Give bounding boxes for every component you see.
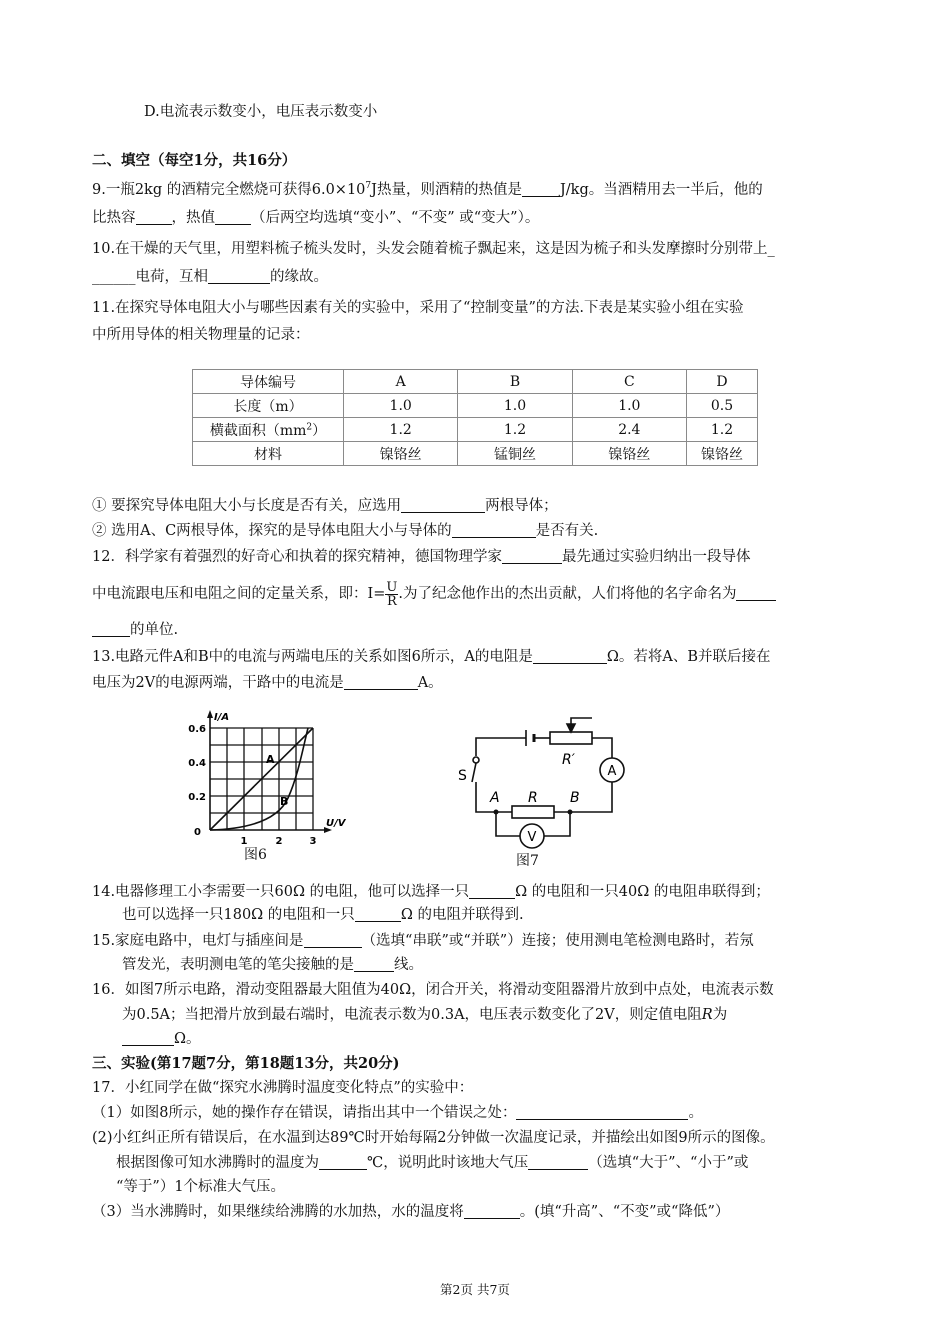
q12-blank-2[interactable] xyxy=(736,584,776,601)
q13-blank-1[interactable] xyxy=(533,647,607,664)
q12-blank-1[interactable] xyxy=(502,547,562,564)
figure-7-circuit xyxy=(458,708,638,856)
table-row-label: 材料 xyxy=(193,442,344,466)
ohm-formula: I= $\frac{U}{R}$ xyxy=(367,579,398,609)
y-tick-label: 0.2 xyxy=(188,792,206,803)
q17-blank-2[interactable] xyxy=(319,1153,367,1170)
table-header-label: 导体编号 xyxy=(193,370,344,394)
ammeter-label: A xyxy=(607,764,617,779)
q16-line2: 为0.5A；当把滑片放到最右端时，电流表示数为0.3A，电压表示数变化了2V，则定值电阻R为 xyxy=(122,1007,728,1023)
curve-b-label: B xyxy=(280,795,289,808)
table-cell: 锰铜丝 xyxy=(458,442,572,466)
x-tick-label: 3 xyxy=(309,836,317,847)
q17-part1: （1）如图8所示，她的操作存在错误，请指出其中一个错误之处： 。 xyxy=(92,1105,703,1121)
q11-blank-1[interactable] xyxy=(401,496,485,513)
table-cell: 1.0 xyxy=(344,394,458,418)
node-a-label: A xyxy=(490,790,500,806)
rheostat-r-prime xyxy=(550,732,592,744)
q11-sub-2: ② 选用A、C两根导体，探究的是导体电阻大小与导体的 是否有关. xyxy=(92,523,599,539)
q15-line1: 15.家庭电路中，电灯与插座间是 （选填“串联”或“并联”）连接；使用测电笔检测电路时，若氖 xyxy=(92,933,754,949)
table-cell: 1.2 xyxy=(458,418,572,442)
x-tick-label: 1 xyxy=(240,836,248,847)
origin-label: 0 xyxy=(194,827,201,838)
switch-label: S xyxy=(458,768,467,784)
q17-part2-line3: “等于”）1个标准大气压。 xyxy=(116,1179,286,1195)
q14-blank-2[interactable] xyxy=(355,905,401,922)
table-row xyxy=(193,394,758,418)
table-cell: 镍铬丝 xyxy=(344,442,458,466)
q11-line1: 11.在探究导体电阻大小与哪些因素有关的实验中，采用了“控制变量”的方法.下表是某实验小组在实验 xyxy=(92,300,744,316)
figure-6-iv-graph xyxy=(178,708,348,848)
q15-line2: 管发光，表明测电笔的笔尖接触的是 线。 xyxy=(122,957,423,973)
y-axis-label: I/A xyxy=(214,712,230,723)
q16-line3: Ω。 xyxy=(122,1028,201,1050)
table-header-cell: B xyxy=(458,370,572,394)
q10-blank-2[interactable] xyxy=(208,267,270,284)
y-axis-arrow-icon xyxy=(207,710,213,718)
resistor-r xyxy=(512,806,554,818)
q9-blank-1[interactable] xyxy=(522,180,560,197)
y-tick-label: 0.4 xyxy=(188,758,206,769)
q9-line2: 比热容 ，热值 （后两空均选填“变小”、“不变” 或“变大”）。 xyxy=(92,210,540,226)
voltmeter-label: V xyxy=(527,830,537,845)
table-row xyxy=(193,418,758,442)
q12-blank-2-cont[interactable] xyxy=(92,620,130,637)
q17-part2-line2: 根据图像可知水沸腾时的温度为 ℃，说明此时该地大气压 （选填“大于”、“小于”或 xyxy=(116,1155,749,1171)
switch-lever xyxy=(472,763,476,782)
line-a-label: A xyxy=(266,753,275,766)
q17-intro: 17．小红同学在做“探究水沸腾时温度变化特点”的实验中： xyxy=(92,1080,474,1096)
q11-sub-1: ① 要探究导体电阻大小与长度是否有关，应选用 两根导体； xyxy=(92,498,558,514)
q8-option-d: D.电流表示数变小，电压表示数变小 xyxy=(144,104,378,120)
q9-line1: 9.一瓶2kg 的酒精完全燃烧可获得$6.0\times 10^7J$热量，则酒精的热值是 J/kg。当酒精用去一半后，他的 xyxy=(92,181,763,198)
q17-blank-3[interactable] xyxy=(528,1153,588,1170)
figure-6-caption: 图6 xyxy=(244,847,267,863)
q11-line2: 中所用导体的相关物理量的记录： xyxy=(92,327,310,343)
rheostat-wire xyxy=(592,738,612,758)
table-cell: 1.2 xyxy=(687,418,758,442)
table-cell: 镍铬丝 xyxy=(687,442,758,466)
resistor-label: R xyxy=(528,790,538,806)
figure-7-caption: 图7 xyxy=(516,853,539,869)
table-header-cell: C xyxy=(572,370,686,394)
x-tick-label: 2 xyxy=(275,836,283,847)
section-3-title: 三、实验(第17题7分，第18题13分，共20分) xyxy=(92,1055,400,1072)
q16-line1: 16．如图7所示电路，滑动变阻器最大阻值为40Ω，闭合开关，将滑动变阻器滑片放到中点处，电流表示数 xyxy=(92,982,774,998)
table-cell: 1.0 xyxy=(572,394,686,418)
conductor-table xyxy=(192,369,758,466)
slider-arrow-icon xyxy=(567,724,575,732)
q13-line1: 13.电路元件A和B中的电流与两端电压的关系如图6所示，A的电阻是 Ω。若将A、B并联后接在 xyxy=(92,649,771,665)
page-footer: 第2页 共7页 xyxy=(440,1282,510,1297)
table-cell: 镍铬丝 xyxy=(572,442,686,466)
q10-line2: ______电荷，互相 的缘故。 xyxy=(92,269,328,285)
q15-blank-1[interactable] xyxy=(304,931,362,948)
table-row-label: 横截面积$(mm^2)$ xyxy=(193,418,344,442)
node-a-dot xyxy=(494,810,499,815)
q14-blank-1[interactable] xyxy=(469,882,515,899)
table-cell: 1.2 xyxy=(344,418,458,442)
table-row xyxy=(193,370,758,394)
table-cell: 2.4 xyxy=(572,418,686,442)
q14-line1: 14.电器修理工小李需要一只60Ω 的电阻，他可以选择一只 Ω 的电阻和一只40Ω 的电阻串联得到； xyxy=(92,884,770,900)
q12-line3: 的单位. xyxy=(92,619,178,641)
q10-line1: 10.在干燥的天气里，用塑料梳子梳头发时，头发会随着梳子飘起来，这是因为梳子和头发摩擦时分别带上_ xyxy=(92,241,775,257)
q17-blank-4[interactable] xyxy=(464,1202,520,1219)
right-wire xyxy=(578,782,612,812)
node-b-dot xyxy=(568,810,573,815)
x-axis-label: U/V xyxy=(326,818,346,829)
table-cell: 0.5 xyxy=(687,394,758,418)
table-header-cell: A xyxy=(344,370,458,394)
section-2-title: 二、填空（每空1分，共16分） xyxy=(92,152,297,169)
q17-blank-1[interactable] xyxy=(516,1103,688,1120)
q11-blank-2[interactable] xyxy=(452,521,536,538)
top-wire xyxy=(476,738,526,756)
q14-line2: 也可以选择一只180Ω 的电阻和一只 Ω 的电阻并联得到. xyxy=(122,907,524,923)
q9-blank-2[interactable] xyxy=(136,208,172,225)
q13-blank-2[interactable] xyxy=(344,673,418,690)
switch-contact xyxy=(473,757,479,763)
table-row xyxy=(193,442,758,466)
y-tick-label: 0.6 xyxy=(188,724,206,735)
node-b-label: B xyxy=(570,790,580,806)
q17-part2-line1: (2)小红纠正所有错误后，在水温到达89℃时开始每隔2分钟做一次温度记录，并描绘出如图9所示的图像。 xyxy=(92,1130,775,1146)
q12-line1: 12．科学家有着强烈的好奇心和执着的探究精神，德国物理学家 最先通过实验归纳出一段导体 xyxy=(92,549,751,565)
table-cell: 1.0 xyxy=(458,394,572,418)
table-row-label: 长度（m） xyxy=(193,394,344,418)
q16-blank[interactable] xyxy=(122,1029,174,1046)
q15-blank-2[interactable] xyxy=(354,955,394,972)
q17-part3: （3）当水沸腾时，如果继续给沸腾的水加热，水的温度将 。(填“升高”、“不变”或“降低”） xyxy=(92,1204,730,1220)
q9-blank-3[interactable] xyxy=(215,208,251,225)
q12-line2: 中电流跟电压和电阻之间的定量关系，即：I= $\frac{U}{R}$ .为了纪念他作出的杰出贡献，人们将他的名字命名为 xyxy=(92,577,776,611)
q13-line2: 电压为2V的电源两端，干路中的电流是 A。 xyxy=(92,675,443,691)
r-prime-label: R′ xyxy=(562,752,575,768)
table-header-cell: D xyxy=(687,370,758,394)
